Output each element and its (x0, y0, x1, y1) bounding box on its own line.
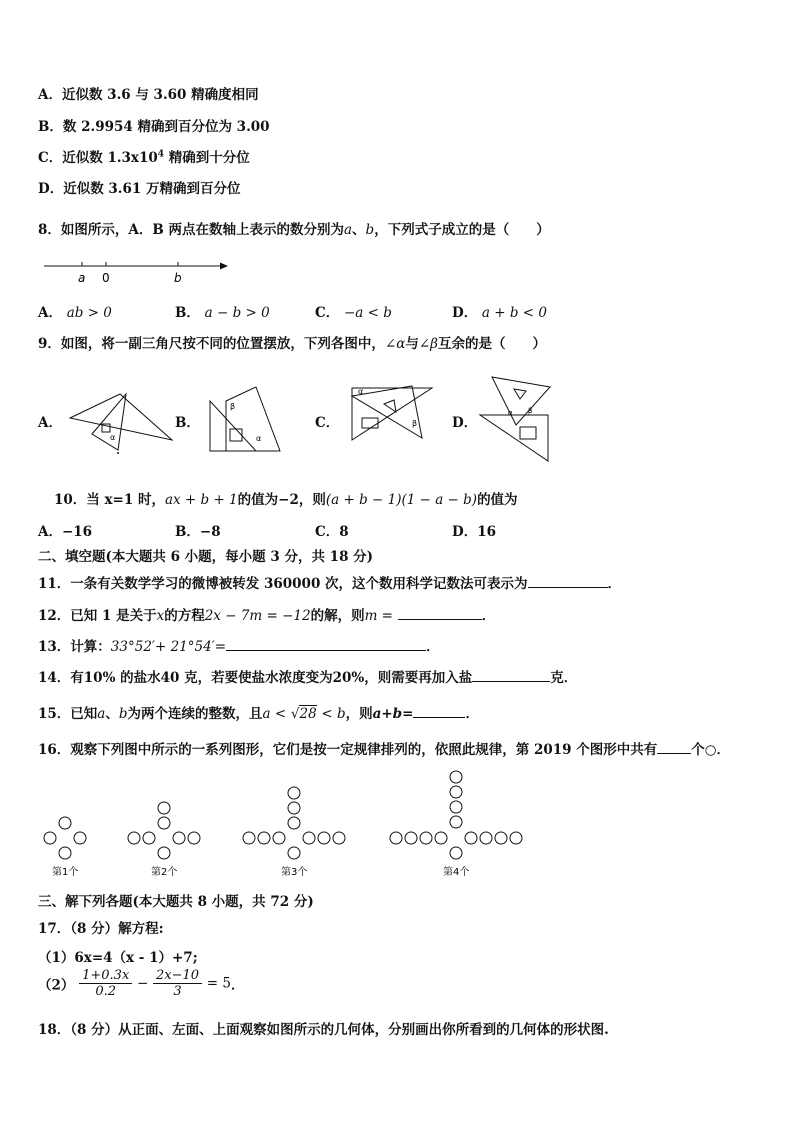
q9-d-beta-label: β (528, 407, 533, 415)
q9-d-alpha-label: α (508, 409, 513, 417)
q8-stem-tail: ，下列式子成立的是（ ） (374, 222, 550, 238)
q15-ineq-left: a < (262, 706, 287, 722)
q14-end: 克． (550, 670, 578, 686)
q16-caption-3: 第3个 (281, 867, 308, 878)
number-line-figure (40, 252, 240, 288)
q12-equation: 2x − 7m = −12 (204, 608, 311, 624)
q16-pattern-figures (30, 762, 540, 884)
q9-figure-a (66, 392, 178, 456)
q12-end: ． (481, 608, 496, 624)
q15-mid: 为两个连续的整数，且 (127, 706, 263, 722)
q10-option-d: D．16 (452, 524, 496, 540)
q10-stem-text: 10．当 x=1 时， (54, 492, 165, 508)
q14-text: 14．有10% 的盐水40 克，若要使盐水浓度变为20%，则需要再加入盐 (38, 670, 473, 686)
q13-end: ． (426, 639, 440, 655)
q17-rhs: = 5 (206, 975, 231, 992)
q10-expression-2: (a + b − 1)(1 − a − b) (325, 492, 478, 508)
q8-var-b: b (365, 222, 375, 238)
q8-var-a: a (343, 222, 353, 238)
q7-option-b: B．数 2.9954 精确到百分位为 3.00 (38, 119, 270, 135)
q13-answer-blank (226, 638, 426, 651)
q8-option-d-letter: D． (452, 305, 478, 321)
q15-equals: = (402, 706, 414, 722)
q12-post: 的解，则 (310, 608, 365, 624)
q8-option-b-letter: B． (175, 305, 200, 321)
q8-option-b-math: a − b > 0 (204, 305, 270, 321)
q8-stem-text: 8．如图所示，A．B 两点在数轴上表示的数分别为 (38, 222, 344, 238)
q15-text: 15．已知 (38, 706, 98, 722)
q9-figure-b (204, 385, 284, 455)
q9-a-alpha-label: α (110, 433, 116, 442)
q17-fraction-2 (153, 968, 202, 999)
q7-option-d: D．近似数 3.61 万精确到百分位 (38, 181, 241, 197)
q9-and: 与 (405, 336, 419, 352)
q18: 18．（8 分）从正面、左面、上面观察如图所示的几何体，分别画出你所看到的几何体的形状图. (38, 1022, 609, 1038)
q17-fraction-1 (79, 968, 132, 999)
axis-label-a: a (78, 271, 86, 285)
q15-radicand: 28 (299, 706, 317, 722)
section-3-heading: 三、解下列各题(本大题共 8 小题，共 72 分) (38, 894, 314, 910)
q15-sep: 、 (105, 706, 119, 722)
q17-part-2-label: （2） (38, 977, 75, 994)
q16-caption-4: 第4个 (443, 867, 470, 878)
q14-answer-blank (472, 669, 550, 682)
q15-post: ，则 (345, 706, 373, 722)
axis-label-zero: 0 (102, 271, 110, 285)
q16 (38, 738, 730, 758)
q17-fraction-1-numerator: 1+0.3x (79, 968, 132, 984)
q12-text: 12．已知 1 是关于 (38, 608, 157, 624)
q10-option-c: C．8 (315, 524, 349, 540)
q16-caption-1: 第1个 (52, 867, 79, 878)
q9-angle-beta: ∠β (418, 336, 438, 352)
q10-stem-tail: 的值为 (477, 492, 518, 508)
q8-option-a-letter: A． (38, 305, 62, 321)
q8-option-c-letter: C． (315, 305, 340, 321)
q17-part-2 (38, 968, 244, 999)
q17-title: 17．（8 分）解方程: (38, 921, 164, 937)
q7-option-c-exponent: 4 (157, 149, 165, 160)
q10-stem (54, 488, 518, 508)
q15 (38, 702, 479, 722)
q9-stem (38, 332, 546, 352)
q9-c-alpha-label: α (358, 387, 364, 396)
q15-sum: a+b (372, 706, 403, 722)
axis-label-b: b (174, 271, 182, 285)
q10-option-a: A．−16 (38, 524, 93, 540)
q8-stem (38, 218, 550, 238)
q12-answer-blank (398, 607, 482, 620)
q13-text: 13．计算： (38, 639, 111, 655)
q16-end: 个○． (691, 742, 731, 758)
q9-stem-tail: 互余的是（ ） (437, 336, 546, 352)
q16-answer-blank (657, 741, 691, 754)
q8-option-b (175, 301, 270, 321)
q9-label-d: D． (452, 415, 478, 431)
q13 (38, 635, 440, 655)
q10-option-b: B．−8 (175, 524, 221, 540)
q9-angle-alpha: ∠α (384, 336, 406, 352)
q17-fraction-1-denominator: 0.2 (95, 984, 117, 999)
q8-option-d-math: a + b < 0 (481, 305, 547, 321)
q8-option-c-math: −a < b (343, 305, 392, 321)
q8-sep: 、 (352, 222, 366, 238)
q13-expression: 33°52′+ 21°54′= (110, 639, 227, 655)
q7-option-c-tail: 精确到十分位 (164, 150, 250, 166)
q7-option-c-text: C．近似数 1.3x10 (38, 150, 158, 166)
q17-end: ． (230, 977, 245, 994)
q8-option-c (315, 301, 392, 321)
q8-option-a-math: ab > 0 (66, 305, 112, 321)
q11 (38, 572, 621, 592)
q9-figure-c (348, 382, 438, 444)
q9-b-alpha-label: α (256, 434, 262, 443)
q12-mid: 的方程 (164, 608, 205, 624)
q9-b-beta-label: β (230, 402, 236, 411)
q15-end: ． (465, 706, 479, 722)
q17-fraction-2-denominator: 3 (173, 984, 182, 999)
q15-var-a: a (97, 706, 106, 722)
q10-expression-1: ax + b + 1 (164, 492, 238, 508)
q12-m: m = (364, 608, 393, 624)
q15-answer-blank (413, 705, 465, 718)
q9-c-beta-label: β (412, 419, 418, 428)
q8-option-a (38, 301, 112, 321)
q7-option-a: A．近似数 3.6 与 3.60 精确度相同 (38, 87, 259, 103)
q9-label-a: A． (38, 415, 62, 431)
q17-fraction-2-numerator: 2x−10 (153, 968, 202, 984)
q12 (38, 604, 495, 624)
q9-label-c: C． (315, 415, 340, 431)
section-2-heading: 二、填空题(本大题共 6 小题，每小题 3 分，共 18 分) (38, 549, 374, 565)
q9-figure-d (478, 375, 552, 463)
q9-label-b: B． (175, 415, 200, 431)
q16-text: 16．观察下列图中所示的一系列图形，它们是按一定规律排列的，依照此规律，第 2019 个图形中共有 (38, 742, 658, 758)
q8-option-d (452, 301, 547, 321)
q11-end: ． (607, 576, 622, 592)
q11-text: 11．一条有关数学学习的微博被转发 360000 次，这个数用科学记数法可表示为 (38, 576, 528, 592)
q9-stem-text: 9．如图，将一副三角尺按不同的位置摆放，下列各图中， (38, 336, 385, 352)
q14 (38, 666, 577, 686)
q15-ineq-right: < b (321, 706, 346, 722)
q17-part-1: （1）6x=4（x - 1）+7; (38, 950, 198, 966)
q7-option-c (38, 146, 250, 166)
q10-mid: 的值为−2，则 (237, 492, 326, 508)
q17-minus: − (136, 975, 149, 992)
q12-var-x: x (156, 608, 165, 624)
q16-caption-2: 第2个 (151, 867, 178, 878)
q15-var-b: b (118, 706, 128, 722)
q11-answer-blank (528, 575, 608, 588)
sqrt-sign: √ (290, 706, 300, 722)
